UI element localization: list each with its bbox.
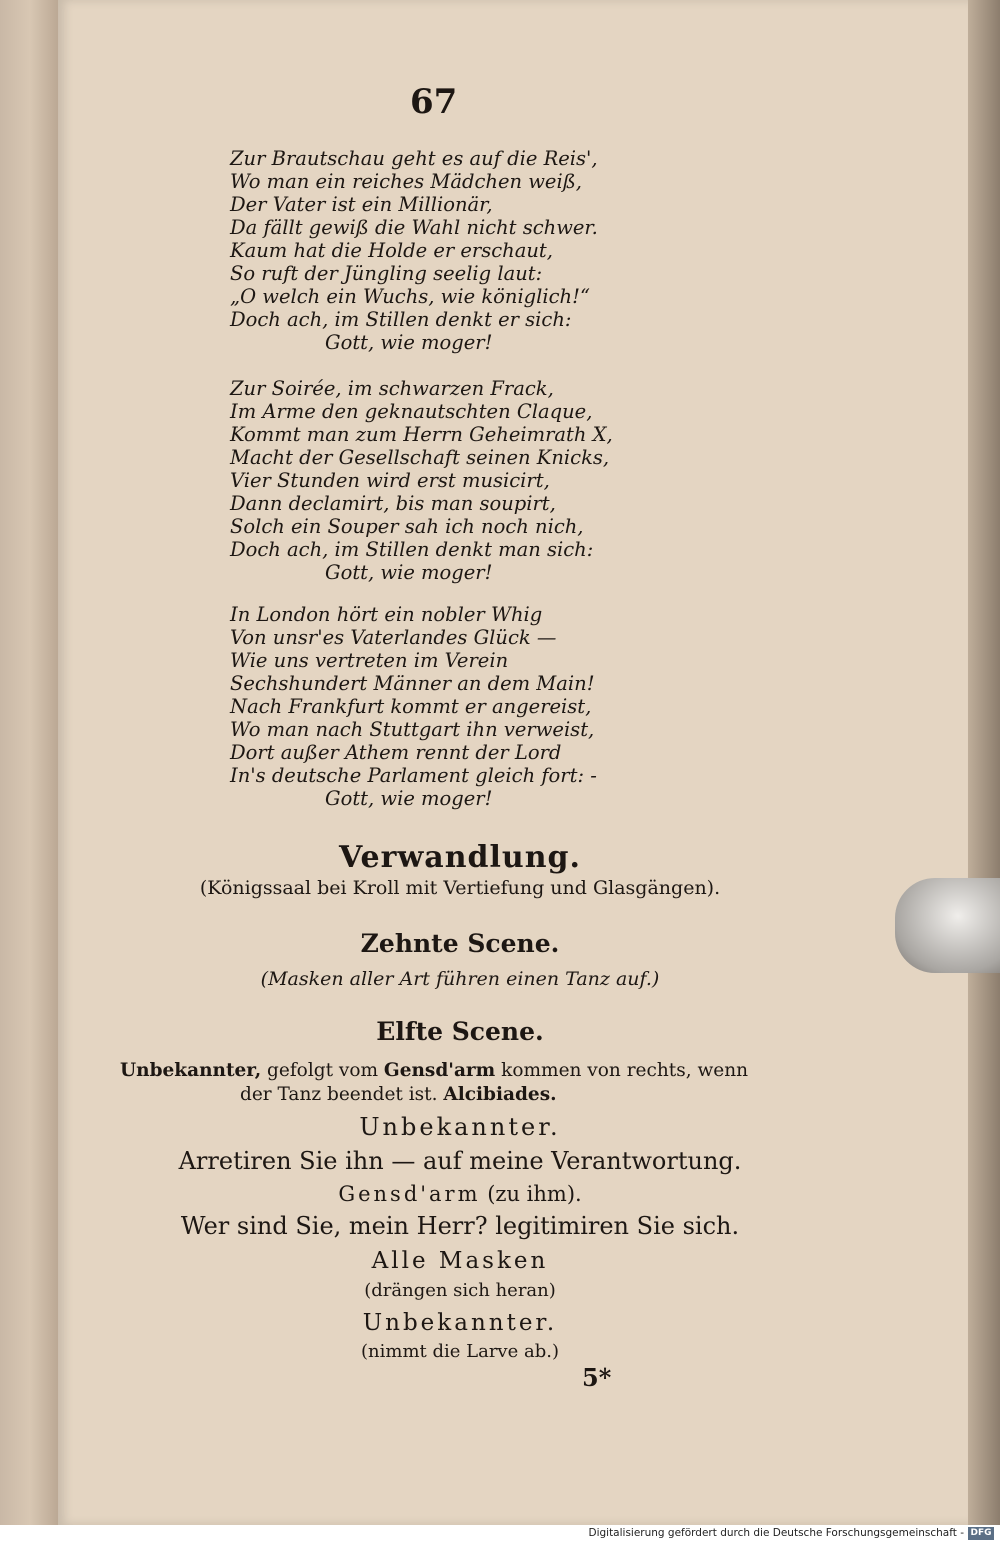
verse-line: So ruft der Jüngling seelig laut: [230,262,543,285]
verse-line: Wo man nach Stuttgart ihn verweist, [230,718,595,741]
verse-line: Zur Soirée, im schwarzen Frack, [230,377,554,400]
verse-line: Dort außer Athem rennt der Lord [230,741,562,764]
verse-line: In's deutsche Parlament gleich fort: - [230,764,597,787]
speaker-name: Unbekannter. [359,1113,561,1141]
footer-text: Digitalisierung gefördert durch die Deutsche Forschungsgemeinschaft - [588,1527,964,1539]
verse-line: „O welch ein Wuchs, wie königlich!“ [230,285,590,308]
dfg-logo-icon: DFG [968,1527,994,1540]
verse-3 [230,603,597,810]
verse-line: Dann declamirt, bis man soupirt, [230,492,556,515]
stage-text: kommen von rechts, wenn [495,1060,749,1081]
verse-refrain: Gott, wie moger! [325,561,493,584]
character-name: Alcibiades. [443,1084,557,1105]
left-page-edge [0,0,60,1525]
character-name: Unbekannter, [120,1060,262,1081]
dialogue-line: Wer sind Sie, mein Herr? legitimiren Sie sich. [180,1212,740,1240]
stage-text: der Tanz beendet ist. [240,1084,444,1105]
verse-line: In London hört ein nobler Whig [230,603,543,626]
verse-2 [230,377,613,584]
verse-line: Im Arme den geknautschten Claque, [230,400,593,423]
verse-refrain: Gott, wie moger! [325,331,493,354]
verse-line: Da fällt gewiß die Wahl nicht schwer. [230,216,598,239]
verse-line: Kaum hat die Holde er erschaut, [230,239,553,262]
scene-10-direction: (Masken aller Art führen einen Tanz auf.) [260,968,660,990]
speaker-name: Alle Masken [371,1248,549,1274]
verse-line: Von unsr'es Vaterlandes Glück — [230,626,557,649]
right-page-edge [968,0,1000,1525]
scene-11-intro [120,1059,760,1107]
stage-direction: (zu ihm). [487,1182,582,1206]
verse-line: Der Vater ist ein Millionär, [230,193,493,216]
verse-line: Solch ein Souper sah ich noch nich, [230,515,584,538]
page-number: 67 [410,82,458,122]
verse-line: Kommt man zum Herrn Geheimrath X, [230,423,613,446]
verse-line: Macht der Gesellschaft seinen Knicks, [230,446,610,469]
verwandlung-subtitle: (Königssaal bei Kroll mit Vertiefung und Glasgängen). [199,877,721,899]
verse-1 [230,147,598,354]
speaker-name: Gensd'arm [338,1182,481,1206]
verse-line: Wie uns vertreten im Verein [230,649,509,672]
scene-11-heading: Elfte Scene. [376,1017,544,1046]
character-name: Gensd'arm [383,1060,496,1081]
stage-text: gefolgt vom [261,1060,384,1081]
scene-11-intro-line-2 [120,1083,760,1107]
verse-line: Vier Stunden wird erst musicirt, [230,469,550,492]
verse-line: Zur Brautschau geht es auf die Reis', [230,147,598,170]
dialogue-line: Arretiren Sie ihn — auf meine Verantwortung. [178,1147,742,1175]
digitization-footer [0,1525,1000,1543]
stage-direction: (drängen sich heran) [364,1280,556,1301]
verse-line: Doch ach, im Stillen denkt er sich: [230,308,572,331]
verse-line: Nach Frankfurt kommt er angereist, [230,695,592,718]
verse-line: Doch ach, im Stillen denkt man sich: [230,538,594,561]
scene-11-intro-line-1 [120,1059,760,1083]
verse-line: Sechshundert Männer an dem Main! [230,672,595,695]
speaker-name: Unbekannter. [362,1310,558,1336]
verse-refrain: Gott, wie moger! [325,787,493,810]
verwandlung-heading: Verwandlung. [339,840,581,875]
stage-direction: (nimmt die Larve ab.) [361,1341,559,1362]
scene-10-heading: Zehnte Scene. [360,929,560,958]
scanner-thumb [895,878,1000,973]
speaker-line [60,1182,860,1206]
signature-mark: 5* [582,1363,612,1392]
verse-line: Wo man ein reiches Mädchen weiß, [230,170,582,193]
